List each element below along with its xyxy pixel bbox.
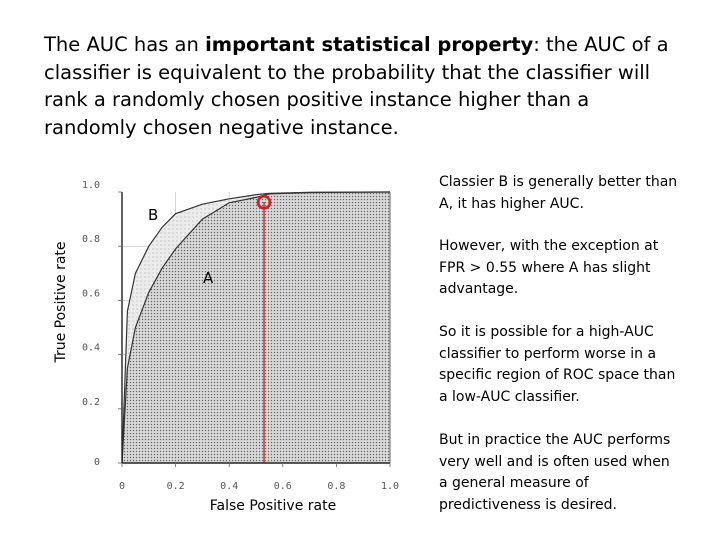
x-tick-label: 0.4 (220, 481, 239, 492)
y-tick-label: 1.0 (81, 180, 100, 191)
series-label-a: A (203, 269, 214, 287)
note-2: However, with the exception at FPR > 0.55 where A has slight advantage. (439, 238, 659, 297)
x-tick-label: 0.8 (327, 481, 346, 492)
note-3: So it is possible for a high-AUC classifier to perform worse in a specific region of ROC space than a low-AUC classifier. (439, 324, 676, 405)
x-tick-label: 0.2 (166, 481, 185, 492)
y-tick-label: 0.4 (81, 342, 100, 354)
y-tick-label: 0.6 (81, 288, 100, 300)
y-tick-label: 0.8 (81, 234, 100, 246)
x-tick-label: 0.6 (273, 481, 292, 492)
y-tick-label: 0 (93, 457, 100, 468)
x-tick-label: 0 (118, 481, 126, 492)
note-4: But in practice the AUC performs very well and is often used when a general measure of predictiveness is desired. (439, 432, 671, 513)
series-label-b: B (148, 206, 159, 224)
x-tick-label: 1.0 (380, 481, 400, 492)
intro-bold: important statistical property (205, 33, 534, 56)
intro-text-1: The AUC has an (44, 33, 206, 56)
note-1: Classier B is generally better than A, it has higher AUC. (439, 174, 678, 212)
y-tick-label: 0.2 (81, 396, 100, 408)
x-axis-label: False Positive rate (209, 498, 337, 514)
intro-text-2: : the AUC of a classifier is equivalent to the probability that the classifier will rank a randomly chosen positive instance higher than a randomly chosen negative instance. (44, 33, 669, 139)
y-axis-label: True Positive rate (53, 241, 69, 363)
